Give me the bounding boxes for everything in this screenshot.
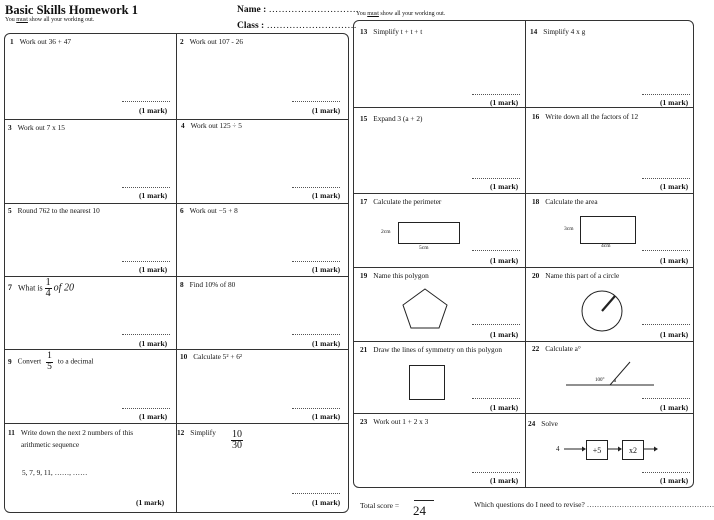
answer-line[interactable]	[292, 101, 340, 102]
name-field[interactable]: Name : ……………………….	[237, 5, 359, 15]
question-9: 9 Convert $\frac{1}{5}$ to a decimal	[8, 351, 94, 372]
instruction-text: You must show all your working out.	[5, 17, 95, 23]
question-4: 4 Work out 125 ÷ 5	[181, 121, 242, 130]
class-field[interactable]: Class : ……………………….	[237, 21, 357, 31]
rect-height-label: 2cm	[381, 229, 391, 235]
mark-label: (1 mark)	[139, 265, 168, 274]
question-17: 17 Calculate the perimeter	[360, 197, 442, 206]
machine-step-add: +5	[586, 440, 608, 460]
mark-label: (1 mark)	[490, 256, 519, 265]
mark-label: (1 mark)	[312, 265, 341, 274]
answer-line[interactable]	[122, 187, 170, 188]
mark-label: (1 mark)	[312, 339, 341, 348]
question-10: 10 Calculate 5² + 6²	[180, 352, 243, 361]
angle-diagram	[566, 360, 656, 390]
pentagon-shape	[400, 286, 450, 330]
mark-label: (1 mark)	[660, 182, 689, 191]
divider	[4, 349, 349, 350]
question-7: 7 What is $\frac{1}{4}$ of 20	[8, 277, 74, 299]
divider	[4, 119, 349, 120]
instruction-text-right: You must show all your working out.	[356, 11, 446, 17]
divider	[353, 107, 694, 108]
mark-label: (1 mark)	[660, 330, 689, 339]
mark-label: (1 mark)	[312, 191, 341, 200]
question-13: 13 Simplify t + t + t	[360, 27, 423, 36]
mark-label: (1 mark)	[312, 412, 341, 421]
divider	[353, 267, 694, 268]
question-16: 16 Write down all the factors of 12	[532, 112, 639, 121]
rectangle-shape	[580, 216, 636, 244]
mark-label: (1 mark)	[139, 191, 168, 200]
answer-line[interactable]	[472, 94, 520, 95]
machine-step-multiply: x2	[622, 440, 644, 460]
total-out-of: 24	[413, 503, 426, 518]
mark-label: (1 mark)	[136, 498, 165, 507]
question-22: 22 Calculate a°	[532, 344, 581, 353]
question-24: 24 Solve	[528, 419, 558, 428]
question-18: 18 Calculate the area	[532, 197, 598, 206]
angle-label: 100°	[595, 378, 605, 383]
mark-label: (1 mark)	[660, 98, 689, 107]
answer-line[interactable]	[122, 101, 170, 102]
mark-label: (1 mark)	[660, 476, 689, 485]
answer-line[interactable]	[472, 472, 520, 473]
question-12: 12 Simplify	[177, 428, 216, 437]
total-score-box[interactable]	[414, 500, 434, 501]
mark-label: (1 mark)	[312, 498, 341, 507]
question-14: 14 Simplify 4 x g	[530, 27, 586, 36]
question-19: 19 Name this polygon	[360, 271, 429, 280]
answer-line[interactable]	[292, 493, 340, 494]
mark-label: (1 mark)	[139, 106, 168, 115]
divider	[353, 413, 694, 414]
answer-line[interactable]	[642, 398, 690, 399]
question-5: 5 Round 762 to the nearest 10	[8, 206, 100, 215]
answer-line[interactable]	[642, 94, 690, 95]
question-15: 15 Expand 3 (a + 2)	[360, 114, 423, 123]
question-2: 2 Work out 107 - 26	[180, 37, 243, 46]
machine-input: 4	[556, 445, 560, 453]
question-11: 11 Write down the next 2 numbers of this	[8, 428, 134, 437]
total-score-label: Total score =	[360, 501, 400, 510]
divider	[353, 341, 694, 342]
square-shape	[409, 365, 445, 400]
mark-label: (1 mark)	[490, 182, 519, 191]
answer-line[interactable]	[292, 187, 340, 188]
rectangle-shape	[398, 222, 460, 244]
circle-radius-shape	[580, 289, 624, 333]
divider	[4, 203, 349, 204]
mark-label: (1 mark)	[490, 403, 519, 412]
divider	[176, 33, 177, 513]
answer-line[interactable]	[642, 472, 690, 473]
divider	[4, 423, 349, 424]
answer-line[interactable]	[122, 408, 170, 409]
fraction-10-30: $\frac{10}{30}$	[232, 429, 242, 451]
answer-line[interactable]	[122, 261, 170, 262]
answer-line[interactable]	[472, 398, 520, 399]
answer-line[interactable]	[292, 334, 340, 335]
unknown-angle-label: a	[614, 379, 617, 384]
rect-height-label: 3cm	[564, 226, 574, 232]
answer-line[interactable]	[292, 261, 340, 262]
question-11-line2: arithmetic sequence	[21, 440, 80, 449]
answer-line[interactable]	[642, 250, 690, 251]
question-8: 8 Find 10% of 80	[180, 280, 236, 289]
divider	[353, 193, 694, 194]
question-21: 21 Draw the lines of symmetry on this polygon	[360, 345, 502, 354]
mark-label: (1 mark)	[139, 339, 168, 348]
divider	[525, 20, 526, 488]
question-23: 23 Work out 1 + 2 x 3	[360, 417, 429, 426]
question-1: 1 Work out 36 + 47	[10, 37, 72, 46]
answer-line[interactable]	[642, 324, 690, 325]
question-20: 20 Name this part of a circle	[532, 271, 620, 280]
answer-line[interactable]	[472, 178, 520, 179]
mark-label: (1 mark)	[490, 98, 519, 107]
answer-line[interactable]	[292, 408, 340, 409]
rect-width-label: 5cm	[419, 245, 429, 251]
answer-line[interactable]	[472, 250, 520, 251]
sequence-text: 5, 7, 9, 11, ……, ……	[22, 468, 88, 477]
page-title: Basic Skills Homework 1	[5, 3, 138, 17]
divider	[4, 276, 349, 277]
mark-label: (1 mark)	[139, 412, 168, 421]
mark-label: (1 mark)	[660, 256, 689, 265]
mark-label: (1 mark)	[490, 330, 519, 339]
revise-label: Which questions do I need to revise? ……………………………………………	[474, 500, 714, 509]
answer-line[interactable]	[122, 334, 170, 335]
question-6: 6 Work out −5 + 8	[180, 206, 238, 215]
mark-label: (1 mark)	[660, 403, 689, 412]
answer-line[interactable]	[642, 178, 690, 179]
mark-label: (1 mark)	[490, 476, 519, 485]
rect-width-label: 4cm	[601, 243, 611, 249]
answer-line[interactable]	[472, 324, 520, 325]
mark-label: (1 mark)	[312, 106, 341, 115]
question-3: 3 Work out 7 x 15	[8, 123, 65, 132]
